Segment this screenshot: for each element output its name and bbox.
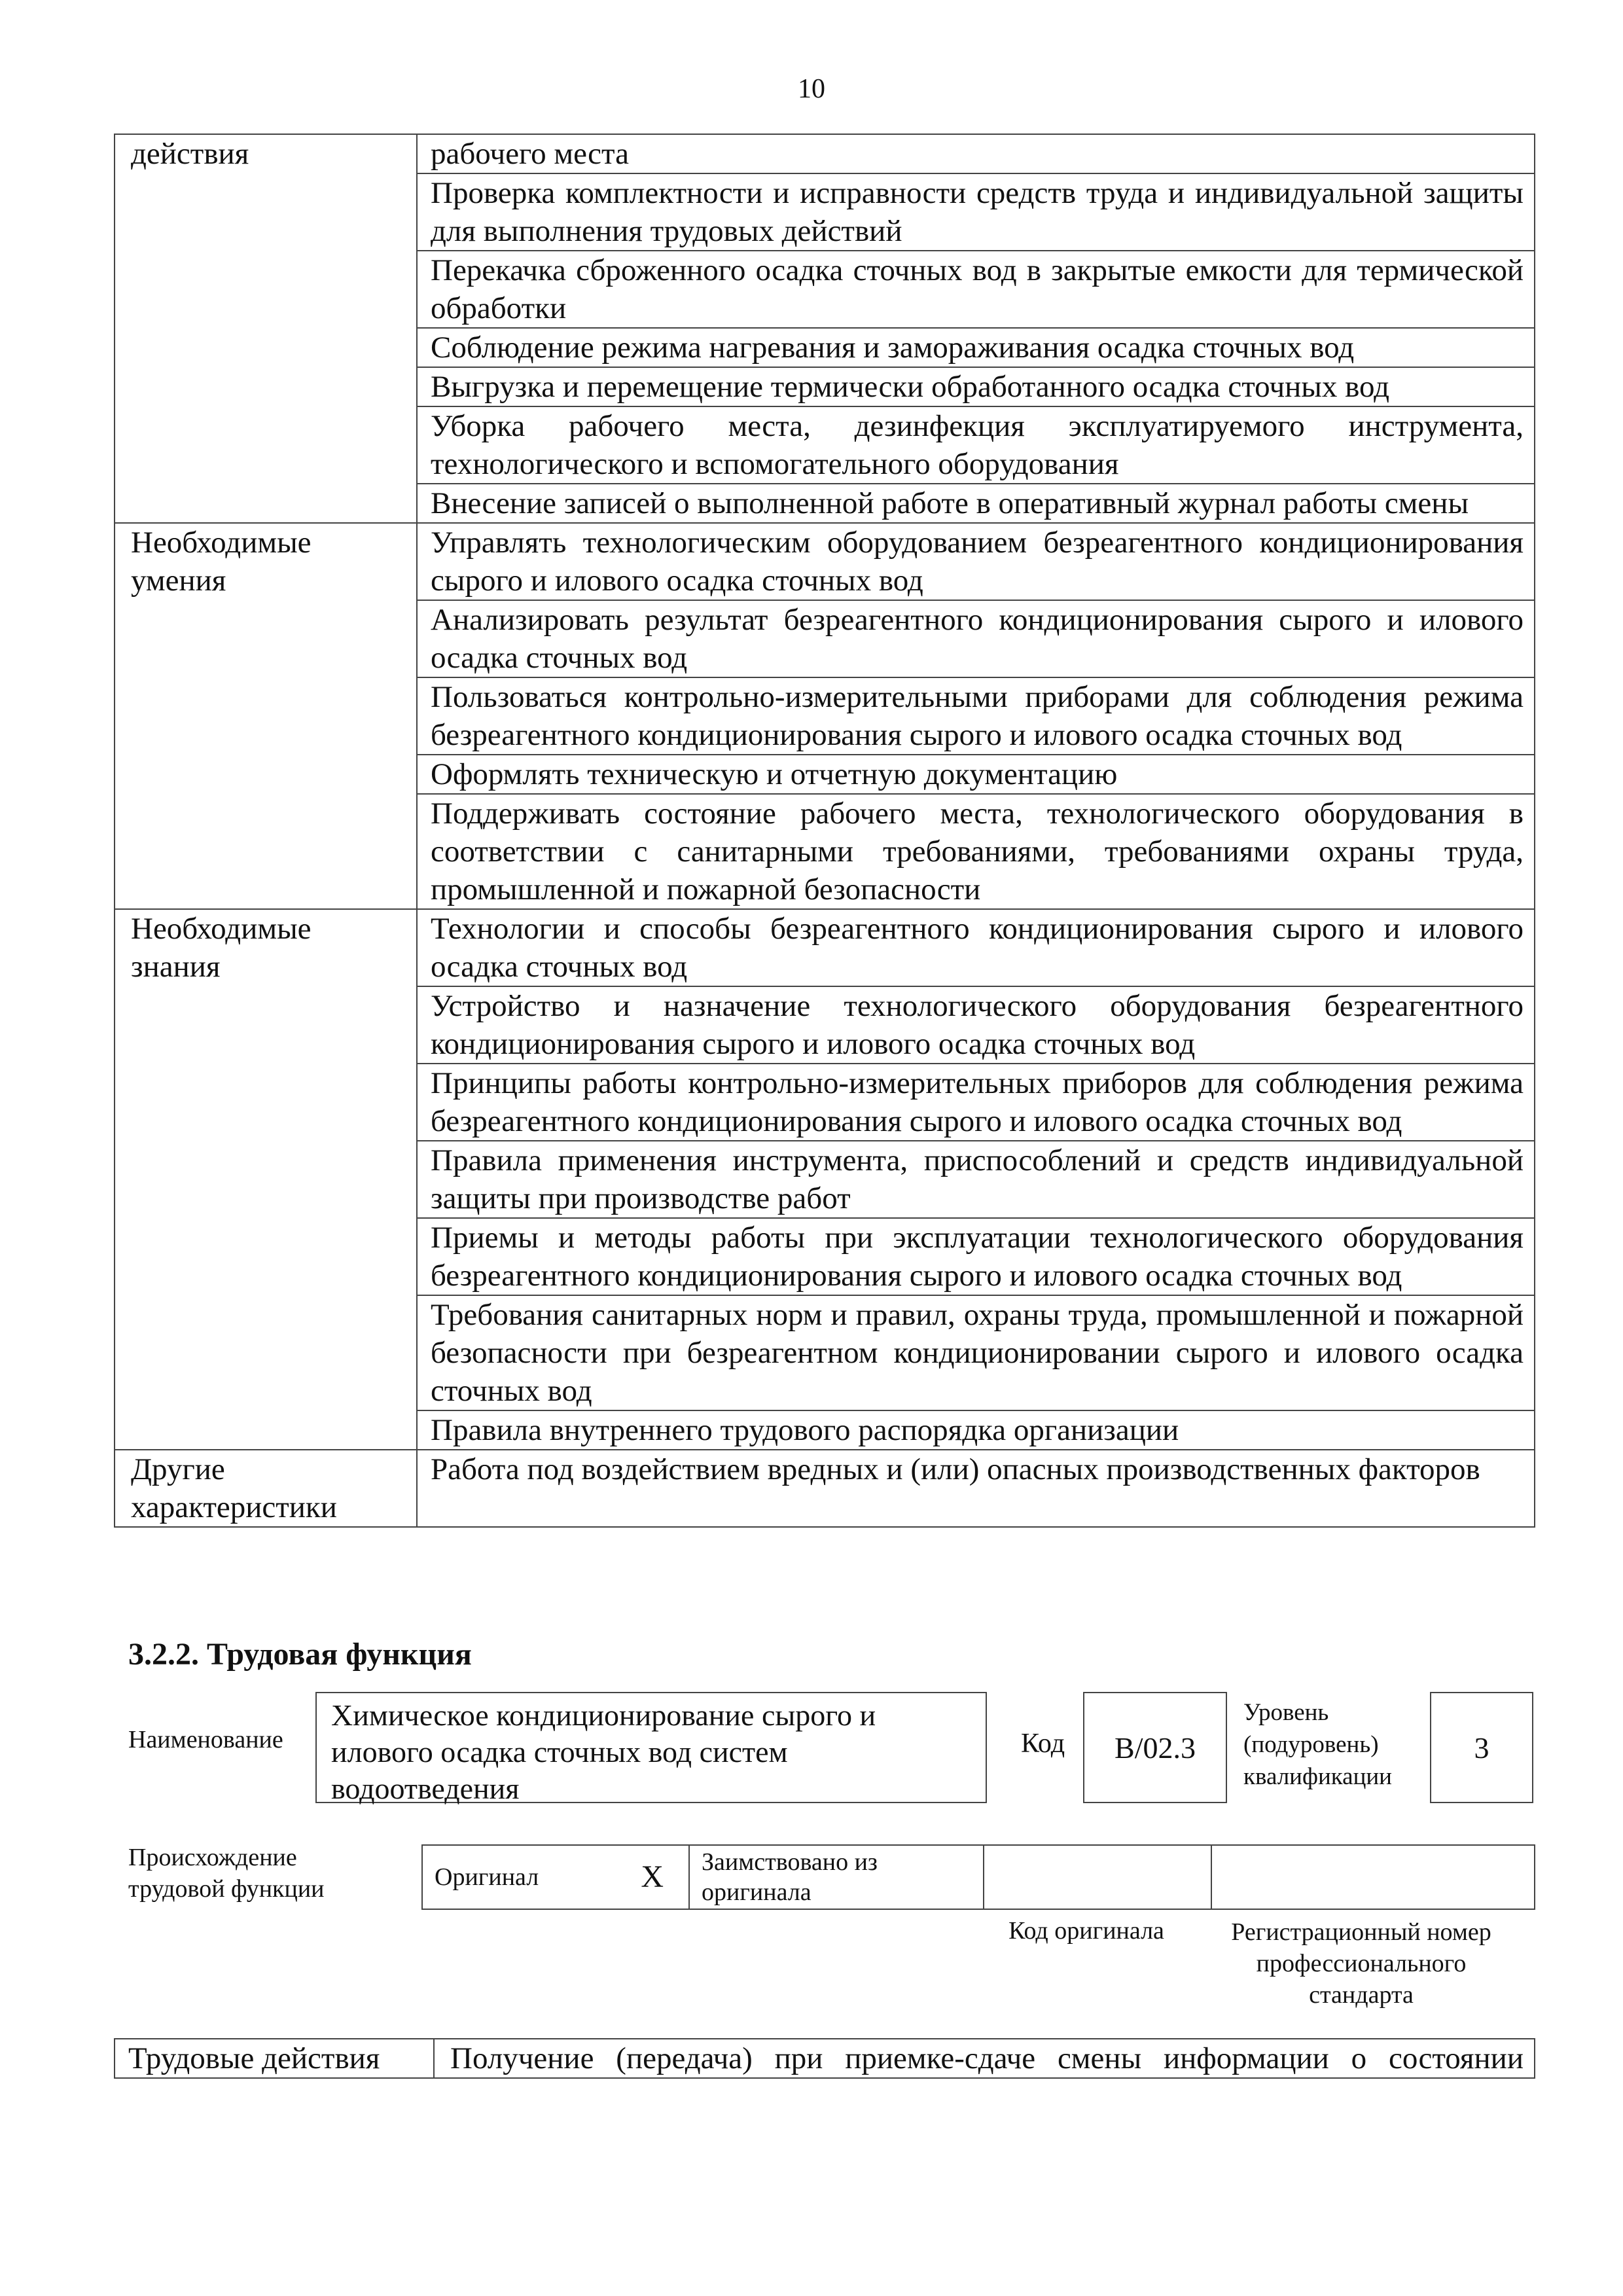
origin-label [128,1842,325,1905]
requirement-item: Принципы работы контрольно-измерительных приборов для соблюдения режима безреагентного кондиционирования сырого и илового осадка сточных вод [417,1064,1535,1141]
origin-table [421,1844,1535,1910]
requirement-item: Пользоваться контрольно-измерительными приборами для соблюдения режима безреагентного кондиционирования сырого и илового осадка сточных вод [417,677,1535,755]
origin-borrowed-line-2: оригинала [702,1878,812,1906]
requirement-item: Технологии и способы безреагентного кондиционирования сырого и илового осадка сточных вод [417,909,1535,986]
requirement-item: Управлять технологическим оборудованием безреагентного кондиционирования сырого и илового осадка сточных вод [417,523,1535,600]
level-value: 3 [1474,1731,1489,1765]
requirement-item: Правила применения инструмента, приспособлений и средств индивидуальной защиты при производстве работ [417,1141,1535,1218]
requirement-item: Уборка рабочего места, дезинфекция эксплуатируемого инструмента, технологического и вспомогательного оборудования [417,406,1535,484]
requirement-item: Внесение записей о выполненной работе в оперативный журнал работы смены [417,484,1535,523]
page-number: 10 [798,74,825,104]
level-label [1243,1696,1392,1793]
requirement-item: Поддерживать состояние рабочего места, технологического оборудования в соответствии с санитарными требованиями, требованиями охраны труда, промышленной и пожарной безопасности [417,794,1535,909]
category-cell: Необходимые умения [115,523,417,909]
function-code-value: B/02.3 [1115,1731,1196,1765]
requirement-item: Проверка комплектности и исправности средств труда и индивидуальной защиты для выполнения трудовых действий [417,173,1535,251]
requirement-item: Требования санитарных норм и правил, охраны труда, промышленной и пожарной безопасности при безреагентном кондиционировании сырого и илового осадка сточных вод [417,1295,1535,1410]
level-box [1430,1692,1533,1803]
table-row [115,909,1535,986]
origin-original-label: Оригинал [435,1863,539,1891]
reg-number-caption [1191,1916,1531,2011]
origin-label-line-1: Происхождение [128,1844,297,1871]
table-row [115,134,1535,173]
requirement-item: Выгрузка и перемещение термически обработанного осадка сточных вод [417,367,1535,406]
original-code-caption: Код оригинала [1008,1917,1164,1945]
function-name-box: Химическое кондиционирование сырого и илового осадка сточных вод систем водоотведения [315,1692,987,1803]
requirement-item: Анализировать результат безреагентного кондиционирования сырого и илового осадка сточных вод [417,600,1535,677]
code-label: Код [1021,1729,1065,1759]
origin-reg-cell [1211,1845,1535,1909]
table-row [115,2039,1535,2078]
labor-actions-first-item: Получение (передача) при приемке-сдаче смены информации о состоянии [434,2039,1535,2078]
requirement-item: Оформлять техническую и отчетную документацию [417,755,1535,794]
requirement-item: Соблюдение режима нагревания и замораживания осадка сточных вод [417,328,1535,367]
table-row [115,1450,1535,1527]
requirement-item: Работа под воздействием вредных и (или) опасных производственных факторов [417,1450,1535,1527]
function-code-box [1083,1692,1227,1803]
requirement-item: Устройство и назначение технологического оборудования безреагентного кондиционирования сырого и илового осадка сточных вод [417,986,1535,1064]
requirements-table [114,134,1535,1528]
name-label: Наименование [128,1726,283,1753]
origin-borrowed-cell [689,1845,984,1909]
reg-number-caption-line-3: стандарта [1309,1981,1414,2009]
level-label-line-1: Уровень [1243,1699,1329,1726]
labor-actions-category: Трудовые действия [115,2039,434,2078]
requirement-item: Перекачка сброженного осадка сточных вод в закрытые емкости для термической обработки [417,251,1535,328]
origin-code-cell [984,1845,1211,1909]
category-cell: Другие характеристики [115,1450,417,1527]
origin-borrowed-line-1: Заимствовано из [702,1848,878,1876]
requirement-item: Правила внутреннего трудового распорядка организации [417,1410,1535,1450]
origin-original-cell [422,1845,689,1909]
category-cell: действия [115,134,417,523]
requirement-item: рабочего места [417,134,1535,173]
reg-number-caption-line-2: профессионального [1256,1950,1467,1977]
level-label-line-2: (подуровень) [1243,1731,1379,1758]
origin-original-mark: X [641,1859,664,1894]
reg-number-caption-line-1: Регистрационный номер [1231,1918,1491,1946]
section-title: 3.2.2. Трудовая функция [128,1637,472,1672]
origin-label-line-2: трудовой функции [128,1875,325,1903]
level-label-line-3: квалификации [1243,1763,1392,1790]
labor-actions-table [114,2038,1535,2079]
table-row [115,523,1535,600]
requirement-item: Приемы и методы работы при эксплуатации технологического оборудования безреагентного кондиционирования сырого и илового осадка сточных вод [417,1218,1535,1295]
category-cell: Необходимые знания [115,909,417,1450]
